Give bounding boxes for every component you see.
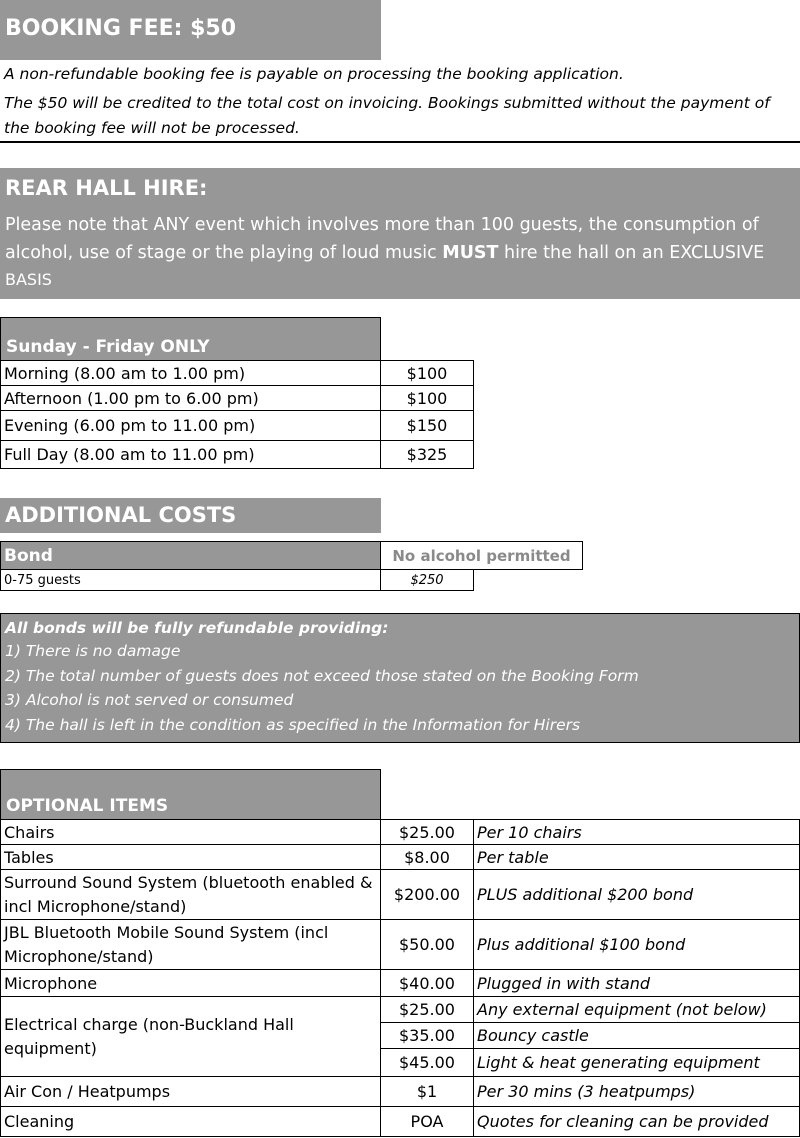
item-microphone-note: Plugged in with stand	[473, 969, 800, 997]
booking-fee-text-2b: the booking fee will not be processed.	[4, 119, 300, 137]
booking-fee-title: BOOKING FEE: $50	[5, 16, 236, 41]
item-aircon-label: Air Con / Heatpumps	[0, 1076, 381, 1107]
item-electrical-note-3: Light & heat generating equipment	[473, 1048, 800, 1077]
booking-fee-divider	[0, 141, 800, 143]
bond-refund-box	[0, 613, 800, 743]
item-chairs-note: Per 10 chairs	[473, 819, 800, 845]
item-chairs-price: $25.00	[380, 819, 474, 845]
item-microphone-price: $40.00	[380, 969, 474, 997]
item-electrical-price-1: $25.00	[380, 996, 474, 1023]
rear-hall-line-2	[5, 243, 764, 263]
item-electrical-price-2: $35.00	[380, 1022, 474, 1049]
item-surround-note: PLUS additional $200 bond	[473, 869, 800, 920]
item-electrical-label-1: Electrical charge (non-Buckland Hall	[4, 1014, 294, 1034]
hire-rates-header	[0, 317, 381, 361]
bond-amount: $250	[380, 569, 474, 591]
refund-item-1: 1) There is no damage	[5, 642, 181, 660]
item-surround-label-1: Surround Sound System (bluetooth enabled &	[4, 872, 373, 892]
item-surround-label	[0, 869, 381, 920]
rate-row-afternoon-price: $100	[380, 385, 474, 411]
booking-fee-text-1: A non-refundable booking fee is payable on processing the booking application.	[4, 65, 624, 83]
optional-items-title: OPTIONAL ITEMS	[6, 796, 169, 816]
item-jbl-label	[0, 919, 381, 970]
bond-guests-label: 0-75 guests	[0, 569, 381, 591]
hire-rates-header-label: Sunday - Friday ONLY	[6, 337, 210, 357]
item-cleaning-note: Quotes for cleaning can be provided	[473, 1106, 800, 1137]
rear-hall-must: MUST	[442, 243, 499, 263]
item-cleaning-label: Cleaning	[0, 1106, 381, 1137]
refund-item-3: 3) Alcohol is not served or consumed	[5, 691, 294, 709]
item-jbl-price: $50.00	[380, 919, 474, 970]
refund-item-4: 4) The hall is left in the condition as specified in the Information for Hirers	[5, 716, 581, 734]
item-chairs-label: Chairs	[0, 819, 381, 845]
rear-hall-line-2-pre: alcohol, use of stage or the playing of loud music	[5, 243, 443, 263]
item-tables-price: $8.00	[380, 844, 474, 870]
refund-heading: All bonds will be fully refundable providing:	[5, 619, 389, 637]
bond-header: Bond	[0, 541, 381, 570]
item-jbl-label-1: JBL Bluetooth Mobile Sound System (incl	[4, 922, 329, 942]
refund-item-2: 2) The total number of guests does not exceed those stated on the Booking Form	[5, 667, 639, 685]
rate-row-fullday-price: $325	[380, 440, 474, 469]
rear-hall-line-3: BASIS	[5, 270, 52, 289]
rate-row-afternoon-label: Afternoon (1.00 pm to 6.00 pm)	[0, 385, 381, 411]
item-cleaning-price: POA	[380, 1106, 474, 1137]
item-electrical-note-1: Any external equipment (not below)	[473, 996, 800, 1023]
item-tables-note: Per table	[473, 844, 800, 870]
rate-row-fullday-label: Full Day (8.00 am to 11.00 pm)	[0, 440, 381, 469]
booking-fee-text-2a: The $50 will be credited to the total cost on invoicing. Bookings submitted without the payment of	[4, 94, 770, 112]
item-electrical-label	[0, 996, 381, 1077]
rate-row-morning-price: $100	[380, 360, 474, 386]
item-tables-label: Tables	[0, 844, 381, 870]
rear-hall-notice-box	[0, 168, 800, 299]
rate-row-evening-label: Evening (6.00 pm to 11.00 pm)	[0, 410, 381, 441]
item-surround-label-2: incl Microphone/stand)	[4, 896, 187, 916]
rear-hall-line-1: Please note that ANY event which involves more than 100 guests, the consumption of	[5, 215, 759, 235]
item-electrical-note-2: Bouncy castle	[473, 1022, 800, 1049]
item-microphone-label: Microphone	[0, 969, 381, 997]
rear-hall-line-2-post: hire the hall on an EXCLUSIVE	[498, 243, 765, 263]
rear-hall-title: REAR HALL HIRE:	[5, 176, 208, 200]
rate-row-morning-label: Morning (8.00 am to 1.00 pm)	[0, 360, 381, 386]
item-surround-price: $200.00	[380, 869, 474, 920]
optional-items-header	[0, 769, 381, 820]
item-electrical-price-3: $45.00	[380, 1048, 474, 1077]
no-alcohol-label: No alcohol permitted	[380, 541, 583, 570]
item-jbl-note: Plus additional $100 bond	[473, 919, 800, 970]
item-aircon-note: Per 30 mins (3 heatpumps)	[473, 1076, 800, 1107]
item-aircon-price: $1	[380, 1076, 474, 1107]
booking-fee-title-bar	[0, 0, 381, 60]
additional-costs-title-bar	[0, 498, 381, 533]
rate-row-evening-price: $150	[380, 410, 474, 441]
additional-costs-title: ADDITIONAL COSTS	[5, 503, 237, 527]
item-electrical-label-2: equipment)	[4, 1038, 97, 1058]
item-jbl-label-2: Microphone/stand)	[4, 946, 154, 966]
